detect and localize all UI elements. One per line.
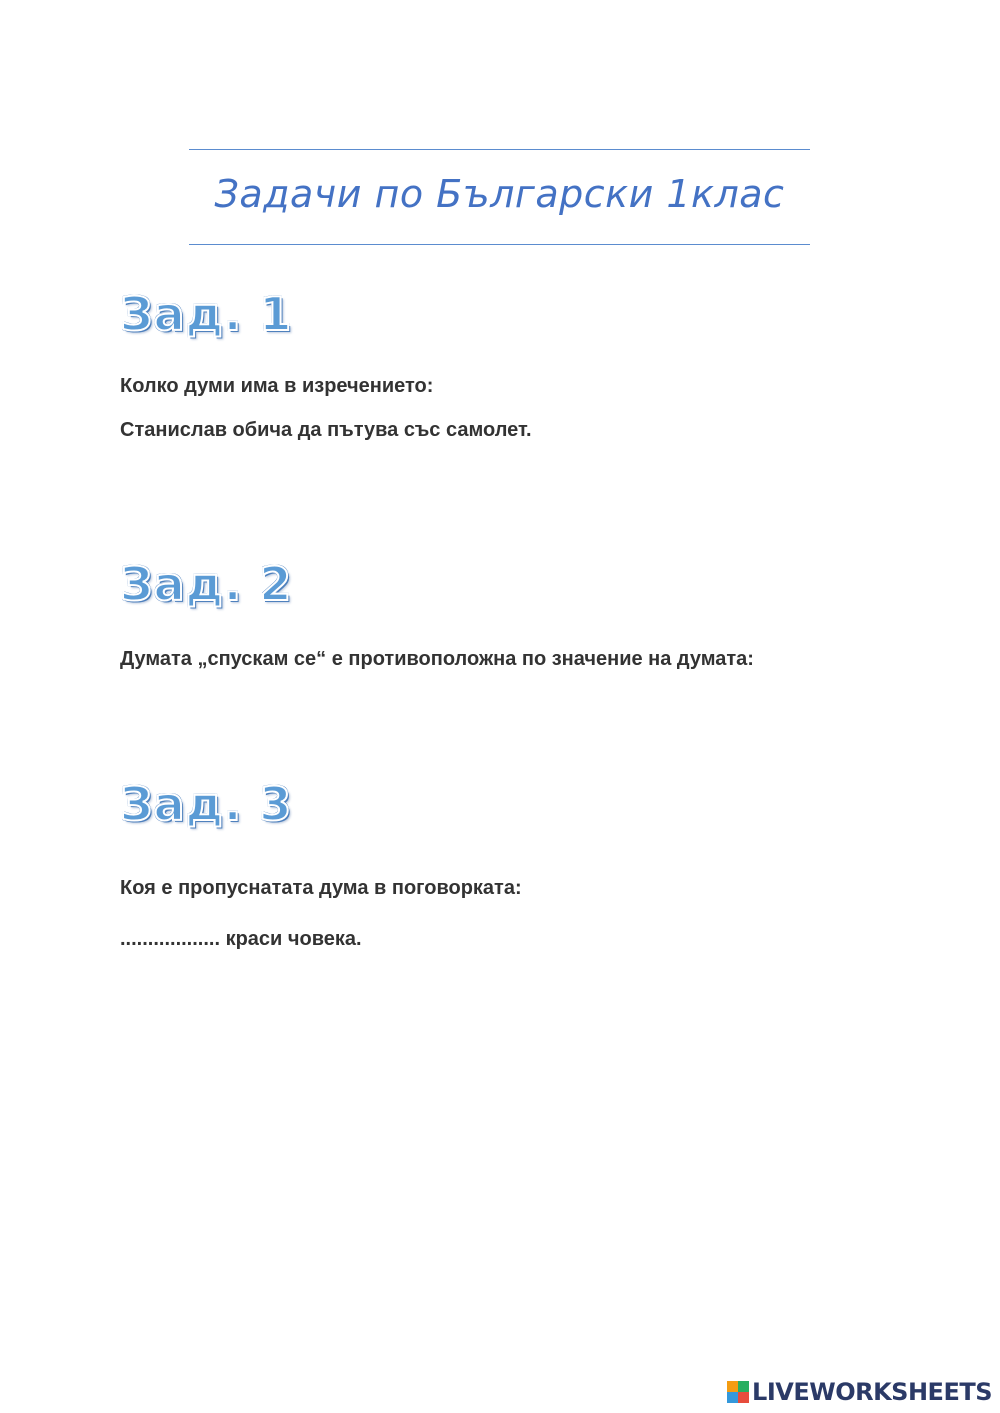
title-block: [189, 149, 810, 245]
task-3-proverb: .................. краси човека.: [120, 928, 362, 950]
task-3-heading: Зад. 3: [120, 777, 293, 831]
task-2-heading: Зад. 2: [120, 557, 293, 611]
task-1-sentence: Станислав обича да пътува със самолет.: [120, 419, 532, 441]
liveworksheets-logo-icon: [727, 1381, 749, 1403]
task-1-question: Колко думи има в изречението:: [120, 375, 434, 397]
task-1-heading: Зад. 1: [120, 287, 293, 341]
logo-text: LIVEWORKSHEETS: [752, 1378, 992, 1406]
task-3-question: Коя е пропуснатата дума в поговорката:: [120, 877, 522, 899]
task-2-question: Думата „спускам се“ е противоположна по значение на думата:: [120, 648, 754, 670]
liveworksheets-logo: [727, 1377, 992, 1407]
page-title: Задачи по Български 1клас: [214, 172, 785, 216]
